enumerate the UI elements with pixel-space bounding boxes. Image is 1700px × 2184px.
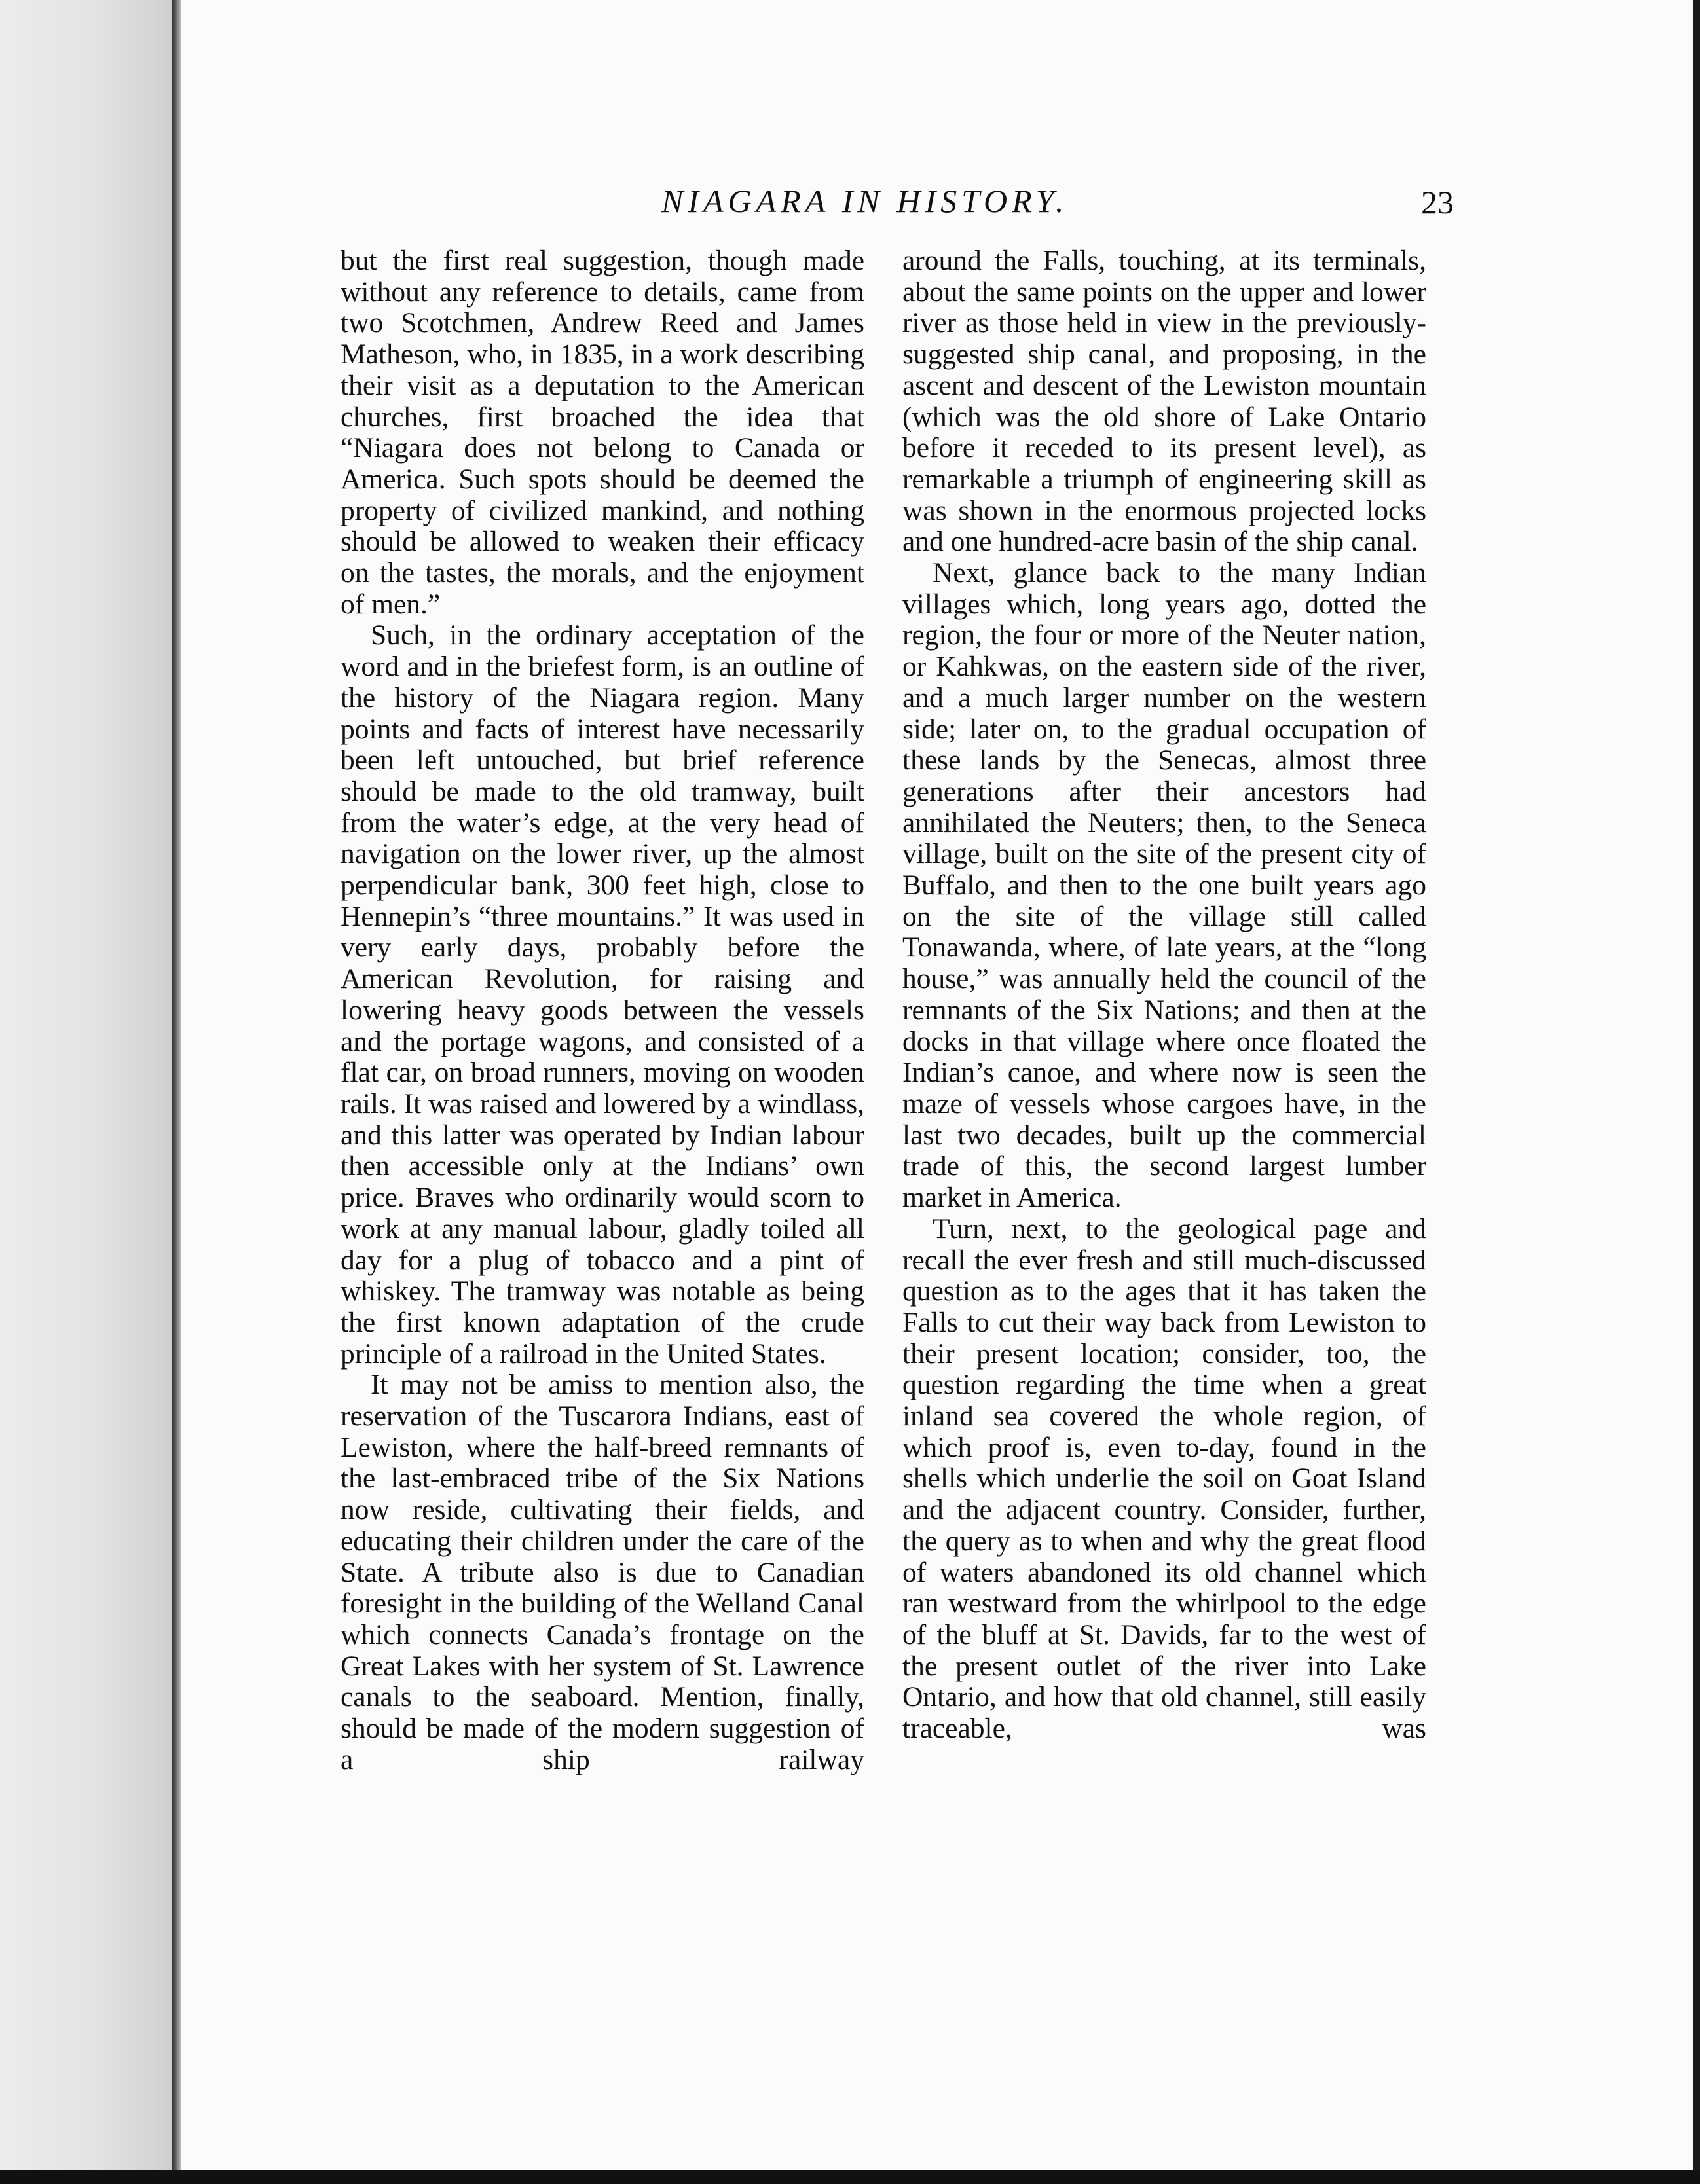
paragraph: Turn, next, to the geological page and recall the ever fresh and still much-discussed question as to the ages that it has taken the Falls to cut their way back from Lewiston to their present location; consider, too, the question regarding the time when a great inland sea covered the whole region, of which proof is, even to-day, found in the shells which underlie the soil on Goat Island and the adjacent country. Consider, further, the query as to when and why the great flood of waters abandoned its old channel which ran westward from the whirlpool to the edge of the bluff at St. Davids, far to the west of the present outlet of the river into Lake Ontario, and how that old channel, still easily traceable, was xyxy=(902,1212,1426,1745)
paragraph: but the first real suggestion, though made without any reference to details, came from two Scotchmen, Andrew Reed and James Matheson, who, in 1835, in a work describing their visit as a deputation to the American churches, first broached the idea that “Niagara does not belong to Canada or America. Such spots should be deemed the property of civilized mankind, and nothing should be allowed to weaken their efficacy on the tastes, the morals, and the enjoyment of men.” xyxy=(341,245,864,620)
paragraph: Such, in the ordinary acceptation of the word and in the briefest form, is an outline of the history of the Niagara region. Many points and facts of interest have necessarily been left untouched, but brief reference should be made to the old tramway, built from the water’s edge, at the very head of navigation on the lower river, up the almost perpendicular bank, 300 feet high, close to Hennepin’s “three mountains.” It was used in very early days, probably before the American Revolution, for raising and lowering heavy goods between the vessels and the portage wagons, and consisted of a flat car, on broad runners, moving on wooden rails. It was raised and lowered by a windlass, and this latter was operated by Indian labour then accessible only at the Indians’ own price. Braves who ordinarily would scorn to work at any manual labour, gladly toiled all day for a plug of tobacco and a pint of whiskey. The tramway was notable as being the first known adaptation of the crude principle of a railroad in the United States. xyxy=(341,619,864,1370)
page-number: 23 xyxy=(1421,184,1454,221)
scan-border-right xyxy=(1693,0,1700,2184)
right-text-column xyxy=(902,246,1426,1745)
paragraph: It may not be amiss to mention also, the reservation of the Tuscarora Indians, east of Lewiston, where the half-breed remnants of the last-embraced tribe of the Six Nations now reside, cultivating their fields, and educating their children under the care of the State. A tribute also is due to Canadian foresight in the building of the Welland Canal which connects Canada’s frontage on the Great Lakes with her system of St. Lawrence canals to the seaboard. Mention, finally, should be made of the modern suggestion of a ship railway xyxy=(341,1369,864,1775)
left-text-column xyxy=(341,246,864,1775)
book-spine-shadow xyxy=(172,0,181,2184)
running-head: NIAGARA IN HISTORY. xyxy=(661,183,1069,219)
paragraph: Next, glance back to the many Indian villages which, long years ago, dotted the region, the four or more of the Neuter nation, or Kahkwas, on the eastern side of the river, and a much larger number on the western side; later on, to the gradual occupation of these lands by the Senecas, almost three generations after their ancestors had annihilated the Neuters; then, to the Seneca village, built on the site of the present city of Buffalo, and then to the one built years ago on the site of the village still called Tonawanda, where, of late years, at the “long house,” was annually held the council of the remnants of the Six Nations; and then at the docks in that village where once floated the Indian’s canoe, and where now is seen the maze of vessels whose cargoes have, in the last two decades, built up the commercial trade of this, the second largest lumber market in America. xyxy=(902,557,1426,1214)
facing-page-margin xyxy=(0,0,172,2184)
paragraph: around the Falls, touching, at its terminals, about the same points on the upper and lower river as those held in view in the previously-suggested ship canal, and proposing, in the ascent and descent of the Lewiston mountain (which was the old shore of Lake Ontario before it receded to its present level), as remarkable a triumph of engineering skill as was shown in the enormous projected locks and one hundred-acre basin of the ship canal. xyxy=(902,245,1426,558)
scan-border-bottom xyxy=(0,2170,1700,2184)
